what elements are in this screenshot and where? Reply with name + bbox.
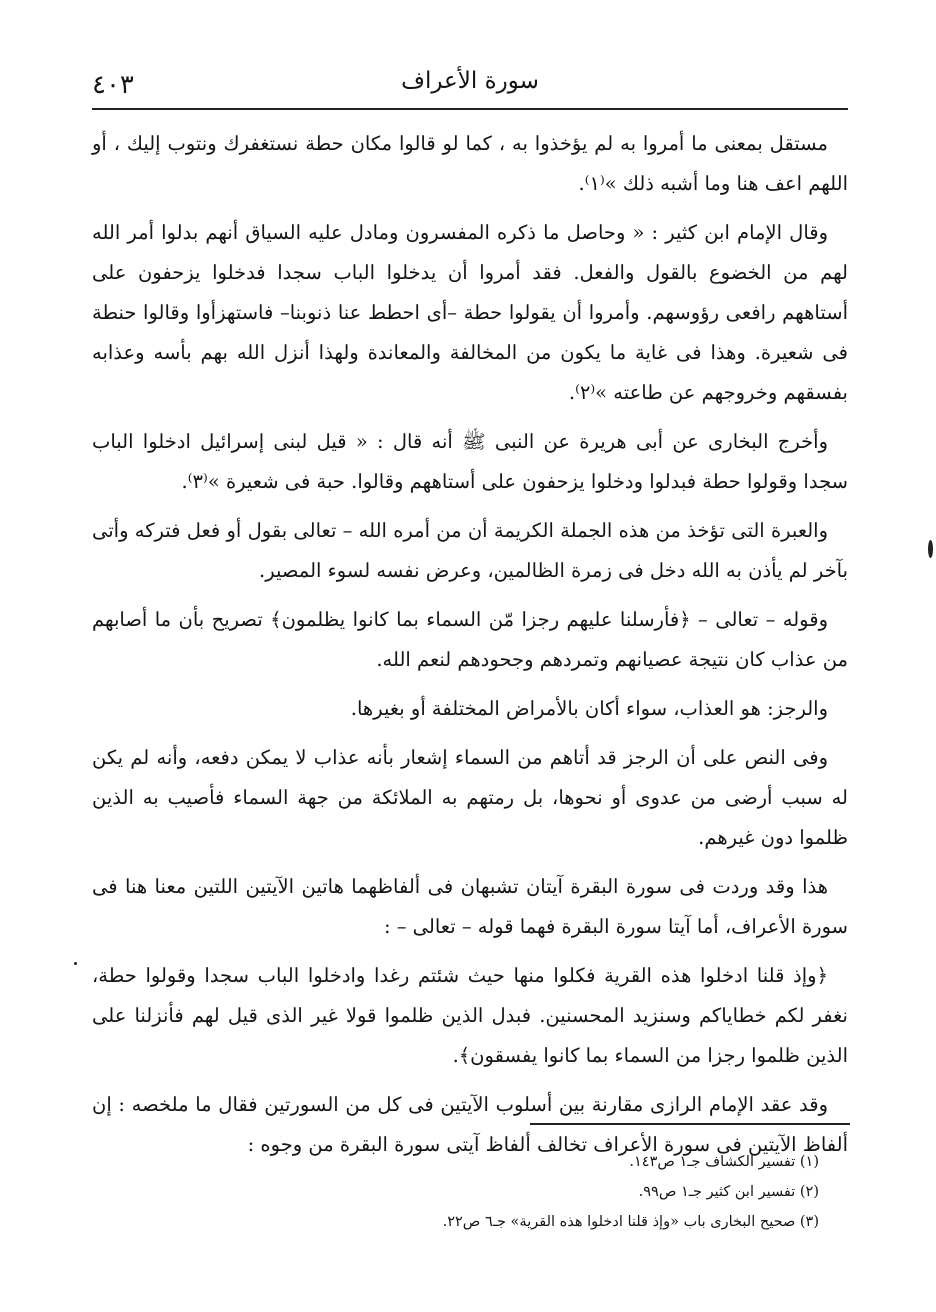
footnote-2: (٢) تفسير ابن كثير جـ١ ص٩٩. xyxy=(638,1184,819,1200)
paragraph-9: ﴿وإذ قلنا ادخلوا هذه القرية فكلوا منها حيث شئتم رغدا وادخلوا الباب سجدا وقولوا حطة، نغفر لكم خطاياكم وسنزيد المحسنين. فبدل الذين ظلموا قولا غير الذى قيل لهم فأنزلنا على الذين ظلموا رجزا من السماء بما كانوا يفسقون﴾. xyxy=(92,964,848,1067)
paragraph-7: وفى النص على أن الرجز قد أتاهم من السماء إشعار بأنه عذاب لا يمكن دفعه، وأنه لم يكن له سبب أرضى من عدوى أو نحوها، بل رمتهم به الملائكة من جهة السماء فأصيب به الذين ظلموا دون غيرهم. xyxy=(92,746,848,849)
page-header xyxy=(92,58,848,110)
margin-mark xyxy=(928,540,933,558)
page-number: ٤٠٣ xyxy=(92,70,134,100)
paragraph-5: وقوله – تعالى – ﴿فأرسلنا عليهم رجزا مّن السماء بما كانوا يظلمون﴾ تصريح بأن ما أصابهم من عذاب كان نتيجة عصيانهم وتمردهم وجحودهم لنعم الله. xyxy=(92,608,848,671)
footnotes xyxy=(92,1147,819,1237)
paragraph-6: والرجز: هو العذاب، سواء أكان بالأمراض المختلفة أو بغيرها. xyxy=(350,697,828,720)
running-title: سورة الأعراف xyxy=(401,68,539,94)
footnote-separator xyxy=(530,1123,850,1125)
paragraph-1: مستقل بمعنى ما أمروا به لم يؤخذوا به ، كما لو قالوا مكان حطة نستغفرك ونتوب إليك ، أو اللهم اعف هنا وما أشبه ذلك »⁽١⁾. xyxy=(92,132,848,195)
body-text xyxy=(92,124,848,1174)
paragraph-3: وأخرج البخارى عن أبى هريرة عن النبى ﷺ أنه قال : « قيل لبنى إسرائيل ادخلوا الباب سجدا وقولوا حطة فبدلوا ودخلوا يزحفون على أستاههم وقالوا. حبة فى شعيرة »⁽٣⁾. xyxy=(92,430,848,493)
footnote-1: (١) تفسير الكشاف جـ١ ص١٤٣. xyxy=(629,1154,819,1170)
paragraph-10: وقد عقد الإمام الرازى مقارنة بين أسلوب الآيتين فى كل من السورتين فقال ما ملخصه : إن ألفاظ الآيتين فى سورة الأعراف تخالف ألفاظ آيتى سورة البقرة من وجوه : xyxy=(92,1093,848,1156)
paragraph-8: هذا وقد وردت فى سورة البقرة آيتان تشبهان فى ألفاظهما هاتين الآيتين اللتين معنا هنا فى سورة الأعراف، أما آيتا سورة البقرة فهما قوله – تعالى – : xyxy=(92,875,848,938)
paragraph-2: وقال الإمام ابن كثير : « وحاصل ما ذكره المفسرون ومادل عليه السياق أنهم بدلوا أمر الله لهم من الخضوع بالقول والفعل. فقد أمروا أن يدخلوا الباب سجدا فدخلوا يزحفون على أستاههم رافعى رؤوسهم. وأمروا أن يقولوا حطة –أى احطط عنا ذنوبنا– فاستهزأوا وقالوا حنطة فى شعيرة. وهذا فى غاية ما يكون من المخالفة والمعاندة ولهذا أنزل الله بهم بأسه وعذابه بفسقهم وخروجهم عن طاعته »⁽٢⁾. xyxy=(92,221,848,404)
margin-dot xyxy=(74,962,77,965)
paragraph-4: والعبرة التى تؤخذ من هذه الجملة الكريمة أن من أمره الله – تعالى بقول أو فعل فتركه وأتى بآخر لم يأذن به الله دخل فى زمرة الظالمين، وعرض نفسه لسوء المصير. xyxy=(92,519,848,582)
footnote-3: (٣) صحيح البخارى باب «وإذ قلنا ادخلوا هذه القرية» جـ٦ ص٢٢. xyxy=(442,1214,819,1230)
